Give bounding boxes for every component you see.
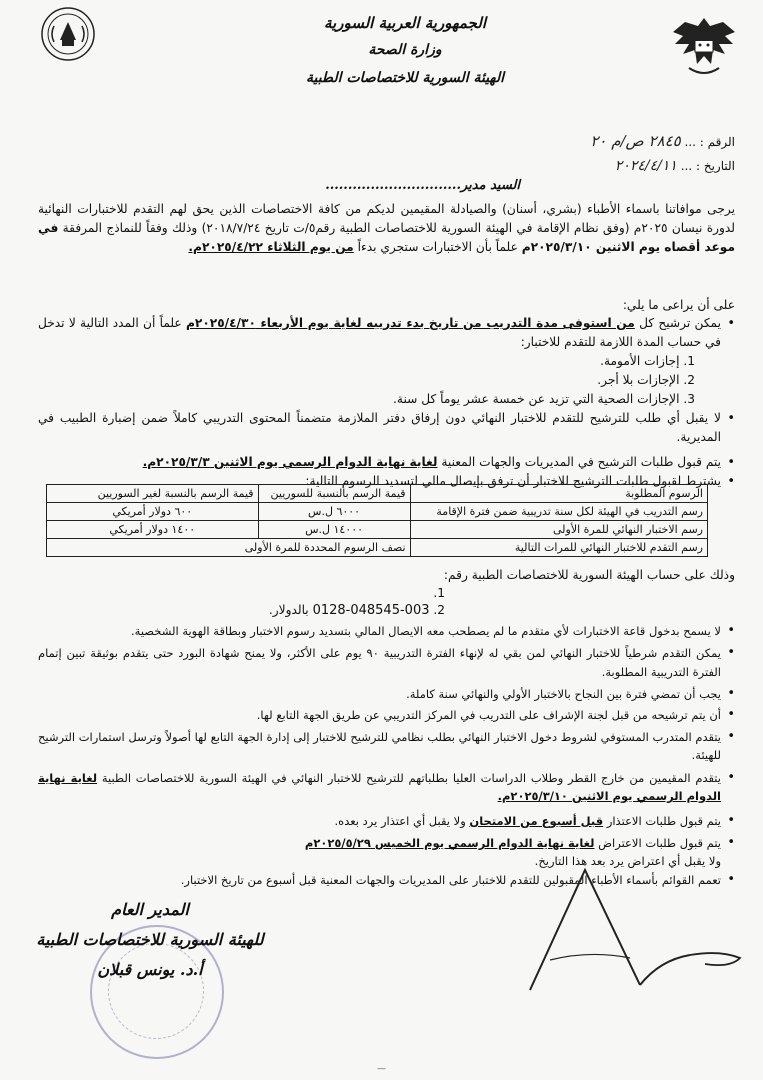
table-cell: ٦٠٠٠ ل.س bbox=[258, 503, 410, 521]
handwritten-signature-icon bbox=[490, 860, 750, 1000]
signature-org: للهيئة السورية للاختصاصات الطبية bbox=[36, 930, 264, 949]
header-board: الهيئة السورية للاختصاصات الطبية bbox=[305, 70, 505, 86]
intro-paragraph: يرجى موافاتنا باسماء الأطباء (بشري، أسنان) والصيادلة المقيمين لديكم من كافة الاختصاصات الذين يحق لهم التقدم للاختبارات النهائية لدورة نيسان ٢٠٢٥م (وفق نظام الإقامة في الهيئة السورية للاختصاصات الطبية رقم٥/ت تاريخ ٢٠١٨/٧/٢٤) وذلك وفقاً للنماذج المرفقة في موعد أقصاه يوم الاثنين ٢٠٢٥/٣/١٠م علماً بأن الاختبارات ستجري بدءاً من يوم الثلاثاء ٢٠٢٥/٤/٢٢م. bbox=[38, 202, 736, 254]
fees-table bbox=[46, 484, 708, 557]
header-ministry: وزارة الصحة bbox=[368, 42, 442, 58]
list-item: 3. الإجازات الصحية التي تزيد عن خمسة عشر يوماً كل سنة. bbox=[393, 392, 695, 406]
state-emblem-icon bbox=[665, 8, 743, 86]
signature-block bbox=[30, 895, 270, 985]
bullet-logbook: • لا يقبل أي طلب للترشيح للتقدم للاختبار النهائي دون إرفاق دفتر الملازمة متضمناً المحتوى التدريبي كاملاً ضمن إضبارة الطبيب في المديرية. bbox=[38, 409, 735, 447]
note-line: على أن يراعى ما يلي: bbox=[622, 298, 735, 312]
account-number: 0128-048545-003 bbox=[312, 603, 430, 618]
bullet-training-period: • يمكن ترشيح كل من استوفى مدة التدريب من تاريخ بدء تدريبه لغاية يوم الأربعاء ٢٠٢٥/٤/٣٠م علماً أن المدد التالية لا تدخل في حساب المدة اللازمة للتقدم للاختبار: bbox=[38, 314, 735, 352]
table-cell: رسم الاختبار النهائي للمرة الأولى bbox=[410, 521, 707, 539]
table-cell: ٦٠٠ دولار أمريكي bbox=[47, 503, 259, 521]
account-item-1: 1. bbox=[433, 586, 445, 600]
table-cell: نصف الرسوم المحددة للمرة الأولى bbox=[47, 539, 411, 557]
bullet-fees-condition: • يشترط لقبول طلبات الترشيح للاختبار أن ترفق بإيصال مالي لتسديد الرسوم التالية: bbox=[38, 472, 735, 491]
reference-date-row: التاريخ : ... ٢٠٢٤/٤/١١ bbox=[614, 158, 735, 174]
bullets-section-1 bbox=[38, 314, 735, 491]
reference-number-value: ٢٨٤٥ ص/م ٢٠ bbox=[590, 132, 681, 150]
table-row bbox=[47, 539, 708, 557]
bullet-apology: • يتم قبول طلبات الاعتذار قبل أسبوع من الامتحان ولا يقبل أي اعتذار يرد بعده. bbox=[38, 812, 735, 830]
table-header-row bbox=[47, 485, 708, 503]
addressee: السيد مدير.............................. bbox=[325, 178, 520, 193]
footer-strip: — bbox=[377, 1064, 386, 1074]
reference-date-value: ٢٠٢٤/٤/١١ bbox=[614, 158, 677, 174]
bullet-foreign-residents: • يتقدم المقيمين من خارج القطر وطلاب الدراسات العليا بطلباتهم للترشيح للاختبار النهائي في الهيئة السورية للاختصاصات الطبية لغاية نهاية الدوام الرسمي يوم الاثنين ٢٠٢٥/٣/١٠م. bbox=[38, 769, 735, 806]
organization-logo-icon bbox=[40, 6, 96, 62]
account-item-2: 2. 0128-048545-003 بالدولار. bbox=[268, 603, 445, 618]
list-item: 2. الإجازات بلا أجر. bbox=[597, 373, 695, 387]
bullet-exam-hall: • لا يسمح بدخول قاعة الاختبارات لأي متقدم ما لم يصطحب معه الايصال المالي بتسديد رسوم الاختبار وبطاقة الهوية الشخصية. bbox=[38, 622, 735, 640]
bullets-section-2 bbox=[38, 622, 735, 889]
bullet-supervision: • أن يتم ترشيحه من قبل لجنة الإشراف على التدريب في المركز التدريبي عن طريق الجهة التابع لها. bbox=[38, 706, 735, 724]
table-row bbox=[47, 503, 708, 521]
reference-number-label: الرقم bbox=[707, 135, 735, 149]
reference-number-row: الرقم : ... ٢٨٤٥ ص/م ٢٠ bbox=[590, 132, 735, 150]
bullet-conditional: • يمكن التقدم شرطياً للاختبار النهائي لمن بقي له لإنهاء الفترة التدريبية ٩٠ يوم على الأكثر، ولا يمنح شهادة البورد حتى يتقدم بوثيقة تبين إتمام الفترة التدريبية المطلوبة. bbox=[38, 644, 735, 681]
reference-date-label: التاريخ bbox=[703, 159, 735, 173]
signature-name: أ.د. يونس قبلان bbox=[97, 960, 203, 979]
objection-tail: ولا يقبل أي اعتراض يرد بعد هذا التاريخ. bbox=[534, 854, 721, 869]
bullet-objection: • يتم قبول طلبات الاعتراض لغاية نهاية الدوام الرسمي يوم الخميس ٢٠٢٥/٥/٢٩م bbox=[38, 834, 735, 852]
excluded-leaves-list bbox=[38, 352, 735, 409]
signature-title: المدير العام bbox=[111, 900, 189, 919]
table-cell: رسم التدريب في الهيئة لكل سنة تدريبية ضمن فترة الإقامة bbox=[410, 503, 707, 521]
table-header: قيمة الرسم بالنسبة لغير السوريين bbox=[47, 485, 259, 503]
table-cell: ١٤٠٠ دولار أمريكي bbox=[47, 521, 259, 539]
bullet-nomination-deadline: • يتم قبول طلبات الترشيح في المديريات والجهات المعنية لغاية نهاية الدوام الرسمي يوم الاثنين ٢٠٢٥/٣/٣م. bbox=[38, 453, 735, 472]
table-row bbox=[47, 521, 708, 539]
list-item: 1. إجازات الأمومة. bbox=[600, 354, 695, 368]
bullet-lists: • تعمم القوائم بأسماء الأطباء المقبولين للتقدم للاختبار على المديريات والجهات المعنية قبل أسبوع من تاريخ الاختبار. bbox=[38, 871, 735, 889]
bullet-year-gap: • يجب أن تمضي فترة بين النجاح بالاختبار الأولي والنهائي سنة كاملة. bbox=[38, 685, 735, 703]
table-cell: ١٤٠٠٠ ل.س bbox=[258, 521, 410, 539]
table-cell: رسم التقدم للاختبار النهائي للمرات التالية bbox=[410, 539, 707, 557]
account-intro: وذلك على حساب الهيئة السورية للاختصاصات الطبية رقم: bbox=[443, 568, 735, 582]
table-header: قيمة الرسم بالنسبة للسوريين bbox=[258, 485, 410, 503]
header-republic: الجمهورية العربية السورية bbox=[324, 14, 486, 32]
table-header: الرسوم المطلوبة bbox=[410, 485, 707, 503]
bullet-application: • يتقدم المتدرب المستوفي لشروط دخول الاختبار النهائي بطلب نظامي للترشيح للاختبار إلى إدارة الجهة التابع لها أصولاً وترسل استمارات الترشيح للهيئة. bbox=[38, 728, 735, 765]
